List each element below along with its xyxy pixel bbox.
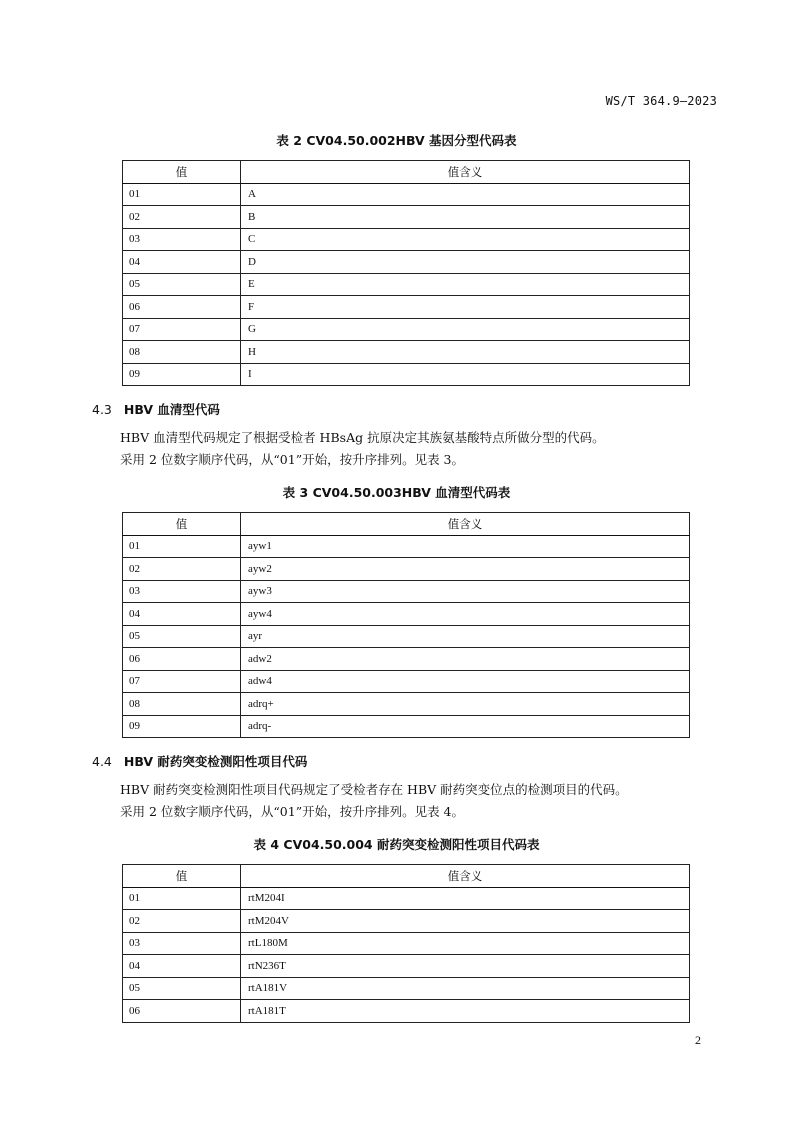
meaning-cell: F bbox=[241, 296, 690, 319]
meaning-cell: rtM204I bbox=[241, 887, 690, 910]
section-4-3-paragraph bbox=[120, 427, 720, 471]
table-header-row bbox=[123, 161, 690, 184]
column-header-meaning: 值含义 bbox=[241, 513, 690, 536]
code-cell: 09 bbox=[123, 715, 241, 738]
table-header-row bbox=[123, 865, 690, 888]
column-header-value: 值 bbox=[123, 865, 241, 888]
meaning-cell: rtL180M bbox=[241, 932, 690, 955]
code-cell: 03 bbox=[123, 580, 241, 603]
meaning-cell: ayr bbox=[241, 625, 690, 648]
code-cell: 01 bbox=[123, 183, 241, 206]
table-row bbox=[123, 910, 690, 933]
code-cell: 02 bbox=[123, 206, 241, 229]
section-4-4-heading bbox=[92, 752, 307, 770]
section-title: HBV 耐药突变检测阳性项目代码 bbox=[123, 754, 308, 769]
paragraph-line: HBV 血清型代码规定了根据受检者 HBsAg 抗原决定其族氨基酸特点所做分型的代码。 bbox=[120, 430, 605, 445]
meaning-cell: ayw4 bbox=[241, 603, 690, 626]
code-cell: 05 bbox=[123, 977, 241, 1000]
table-row bbox=[123, 183, 690, 206]
table2 bbox=[122, 160, 690, 386]
meaning-cell: A bbox=[241, 183, 690, 206]
meaning-cell: G bbox=[241, 318, 690, 341]
code-cell: 03 bbox=[123, 932, 241, 955]
table-row bbox=[123, 558, 690, 581]
code-cell: 07 bbox=[123, 670, 241, 693]
code-cell: 04 bbox=[123, 603, 241, 626]
table2-caption: 表 2 CV04.50.002HBV 基因分型代码表 bbox=[276, 133, 517, 148]
meaning-cell: adw2 bbox=[241, 648, 690, 671]
meaning-cell: rtN236T bbox=[241, 955, 690, 978]
paragraph-line: HBV 耐药突变检测阳性项目代码规定了受检者存在 HBV 耐药突变位点的检测项目的代码。 bbox=[120, 782, 628, 797]
meaning-cell: rtA181T bbox=[241, 1000, 690, 1023]
table-row bbox=[123, 318, 690, 341]
table-header-row bbox=[123, 513, 690, 536]
table-row bbox=[123, 932, 690, 955]
table-row bbox=[123, 580, 690, 603]
code-cell: 06 bbox=[123, 296, 241, 319]
meaning-cell: D bbox=[241, 251, 690, 274]
table-row bbox=[123, 363, 690, 386]
meaning-cell: E bbox=[241, 273, 690, 296]
table4-caption: 表 4 CV04.50.004 耐药突变检测阳性项目代码表 bbox=[253, 837, 540, 852]
table-row bbox=[123, 955, 690, 978]
table-row bbox=[123, 603, 690, 626]
meaning-cell: adw4 bbox=[241, 670, 690, 693]
table-row bbox=[123, 648, 690, 671]
meaning-cell: B bbox=[241, 206, 690, 229]
table3-caption: 表 3 CV04.50.003HBV 血清型代码表 bbox=[282, 485, 511, 500]
column-header-value: 值 bbox=[123, 513, 241, 536]
code-cell: 06 bbox=[123, 1000, 241, 1023]
meaning-cell: rtA181V bbox=[241, 977, 690, 1000]
table-row bbox=[123, 977, 690, 1000]
paragraph-line: 采用 2 位数字顺序代码，从“01”开始，按升序排列。见表 3。 bbox=[120, 452, 465, 467]
page-number: 2 bbox=[695, 1033, 701, 1047]
meaning-cell: ayw2 bbox=[241, 558, 690, 581]
code-cell: 08 bbox=[123, 341, 241, 364]
code-cell: 08 bbox=[123, 693, 241, 716]
code-cell: 02 bbox=[123, 910, 241, 933]
column-header-meaning: 值含义 bbox=[241, 161, 690, 184]
table3 bbox=[122, 512, 690, 738]
meaning-cell: adrq- bbox=[241, 715, 690, 738]
table-row bbox=[123, 206, 690, 229]
section-number: 4.3 bbox=[92, 402, 112, 417]
section-4-3-heading bbox=[92, 400, 220, 418]
table-row bbox=[123, 625, 690, 648]
table-row bbox=[123, 228, 690, 251]
code-cell: 07 bbox=[123, 318, 241, 341]
meaning-cell: I bbox=[241, 363, 690, 386]
table-row bbox=[123, 715, 690, 738]
meaning-cell: C bbox=[241, 228, 690, 251]
table-row bbox=[123, 341, 690, 364]
code-cell: 01 bbox=[123, 887, 241, 910]
meaning-cell: H bbox=[241, 341, 690, 364]
meaning-cell: rtM204V bbox=[241, 910, 690, 933]
table-row bbox=[123, 273, 690, 296]
code-cell: 04 bbox=[123, 955, 241, 978]
code-cell: 05 bbox=[123, 273, 241, 296]
code-cell: 03 bbox=[123, 228, 241, 251]
code-cell: 06 bbox=[123, 648, 241, 671]
table-row bbox=[123, 670, 690, 693]
section-4-4-paragraph bbox=[120, 779, 720, 823]
meaning-cell: adrq+ bbox=[241, 693, 690, 716]
table-row bbox=[123, 693, 690, 716]
section-number: 4.4 bbox=[92, 754, 112, 769]
code-cell: 01 bbox=[123, 535, 241, 558]
column-header-meaning: 值含义 bbox=[241, 865, 690, 888]
code-cell: 09 bbox=[123, 363, 241, 386]
standard-code: WS/T 364.9—2023 bbox=[605, 94, 717, 108]
table-row bbox=[123, 535, 690, 558]
table4 bbox=[122, 864, 690, 1023]
code-cell: 05 bbox=[123, 625, 241, 648]
section-title: HBV 血清型代码 bbox=[123, 402, 220, 417]
column-header-value: 值 bbox=[123, 161, 241, 184]
table-row bbox=[123, 887, 690, 910]
paragraph-line: 采用 2 位数字顺序代码，从“01”开始，按升序排列。见表 4。 bbox=[120, 804, 465, 819]
table-row bbox=[123, 1000, 690, 1023]
code-cell: 02 bbox=[123, 558, 241, 581]
table-row bbox=[123, 296, 690, 319]
code-cell: 04 bbox=[123, 251, 241, 274]
meaning-cell: ayw1 bbox=[241, 535, 690, 558]
table-row bbox=[123, 251, 690, 274]
meaning-cell: ayw3 bbox=[241, 580, 690, 603]
